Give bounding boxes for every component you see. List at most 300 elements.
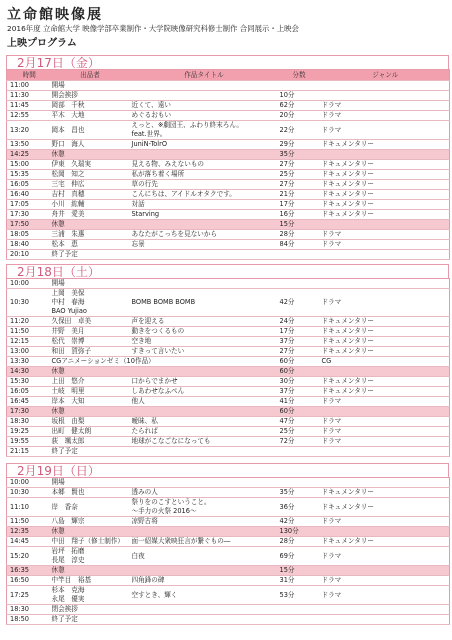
work-title-cell [129, 517, 277, 527]
genre-cell [319, 407, 450, 417]
table-row [7, 121, 450, 140]
work-title-cell [129, 586, 277, 605]
work-title: 見える物、みえないもの [131, 160, 205, 168]
table-row [7, 615, 450, 625]
work-title: 近くて、遠い [131, 101, 171, 109]
presenter-name: 上田 悠介 [51, 377, 85, 385]
genre-cell: ドキュメンタリー [319, 210, 450, 220]
day-section [6, 55, 449, 260]
time-cell: 13:20 [7, 121, 49, 140]
presenter-name: 休憩 [51, 407, 65, 415]
table-row [7, 91, 450, 101]
table-row [7, 488, 450, 498]
presenter-cell [49, 170, 129, 180]
table-row [7, 101, 450, 111]
time-cell: 19:55 [7, 437, 49, 447]
work-title-cell [129, 527, 277, 537]
presenter-cell [49, 357, 155, 367]
time-cell: 18:30 [7, 417, 49, 427]
duration-cell: 42分 [277, 517, 319, 527]
page-subtitle: 2016年度 立命館大学 映像学部卒業制作・大学院映像研究科修士制作 合同展示・上映会 [7, 24, 299, 33]
duration-cell: 16分 [277, 210, 319, 220]
time-cell: 18:50 [7, 615, 49, 625]
duration-cell: 130分 [277, 527, 319, 537]
time-cell: 17:25 [7, 586, 49, 605]
work-title-cell [129, 220, 277, 230]
presenter-name: 野口 海人 [51, 140, 85, 148]
column-header: 出品者 [49, 70, 129, 81]
schedule-table [6, 278, 450, 457]
genre-cell: ドラマ [319, 576, 450, 586]
time-cell: 10:30 [7, 488, 49, 498]
time-cell: 15:00 [7, 160, 49, 170]
presenter-cell [49, 150, 129, 160]
time-cell: 20:10 [7, 250, 49, 260]
work-title-cell [129, 397, 277, 407]
presenter-cell [49, 586, 129, 605]
table-row [7, 150, 450, 160]
genre-cell: ドキュメンタリー [319, 347, 450, 357]
work-title-cell [129, 417, 277, 427]
time-cell: 16:05 [7, 180, 49, 190]
presenter-cell [49, 250, 129, 260]
work-title-cell [129, 337, 277, 347]
table-row [7, 537, 450, 547]
time-cell: 11:20 [7, 317, 49, 327]
work-title: えっと、※劇団王、ふわり終末ろん。 [131, 121, 243, 129]
work-title: 口からでまかせ [131, 377, 178, 385]
genre-cell: ドキュメンタリー [319, 160, 450, 170]
work-title: 忘景 [131, 240, 145, 248]
duration-cell: 35分 [277, 150, 319, 160]
genre-cell: ドラマ [319, 547, 450, 566]
genre-cell [319, 447, 450, 457]
time-cell: 15:30 [7, 377, 49, 387]
table-row [7, 397, 450, 407]
presenter-name: 小川 紘輔 [51, 200, 85, 208]
work-title-cell [129, 367, 277, 377]
duration-cell [277, 81, 319, 91]
genre-cell [319, 566, 450, 576]
duration-cell: 72分 [277, 437, 319, 447]
duration-cell: 37分 [277, 387, 319, 397]
presenter-name: 本郷 賢也 [51, 488, 85, 496]
duration-cell: 60分 [277, 367, 319, 377]
presenter-name: 三浦 朱惠 [51, 230, 85, 238]
duration-cell: 17分 [277, 200, 319, 210]
work-title-cell [129, 140, 277, 150]
duration-cell [277, 447, 319, 457]
table-header-row [7, 70, 450, 81]
day-section [6, 264, 449, 457]
presenter-cell [49, 547, 129, 566]
presenter-cell [49, 387, 129, 397]
presenter-name: 出町 健太朗 [51, 427, 92, 435]
duration-cell: 25分 [277, 427, 319, 437]
presenter-name: 岡部 千秋 [51, 101, 85, 109]
time-cell: 10:00 [7, 478, 49, 488]
genre-cell: ドキュメンタリー [319, 200, 450, 210]
time-cell: 16:40 [7, 190, 49, 200]
duration-cell: 35分 [277, 488, 319, 498]
presenter-cell [49, 488, 129, 498]
presenter-cell [49, 417, 129, 427]
genre-cell [319, 250, 450, 260]
presenter-cell [49, 160, 129, 170]
duration-cell: 10分 [277, 91, 319, 101]
table-row [7, 407, 450, 417]
table-row [7, 289, 450, 317]
genre-cell [319, 367, 450, 377]
duration-cell: 27分 [277, 180, 319, 190]
work-title-cell [129, 240, 277, 250]
table-row [7, 437, 450, 447]
duration-cell: 69分 [277, 547, 319, 566]
duration-cell [277, 478, 319, 488]
presenter-cell [49, 537, 129, 547]
duration-cell: 27分 [277, 160, 319, 170]
table-row [7, 160, 450, 170]
presenter-cell [49, 605, 129, 615]
genre-cell: CG [319, 357, 450, 367]
presenter-cell [49, 347, 129, 357]
program-label: 上映プログラム [7, 38, 77, 49]
table-row [7, 586, 450, 605]
presenter-name: 開場 [51, 81, 65, 89]
genre-cell: ドラマ [319, 437, 450, 447]
duration-cell [277, 279, 319, 289]
genre-cell: ドラマ [319, 427, 450, 437]
presenter-name: 休憩 [51, 527, 65, 535]
time-cell: 11:00 [7, 81, 49, 91]
column-header: 時間 [7, 70, 49, 81]
column-header: ジャンル [319, 70, 450, 81]
day-section [6, 463, 449, 625]
work-title-cell [129, 615, 277, 625]
work-title: 声を迎える [131, 317, 165, 325]
presenter-name: 終了予定 [51, 250, 78, 258]
work-title-cell [129, 427, 277, 437]
time-cell: 18:30 [7, 605, 49, 615]
duration-cell: 22分 [277, 121, 319, 140]
genre-cell [319, 615, 450, 625]
work-title: 曖昧、私 [131, 417, 158, 425]
time-cell: 11:30 [7, 91, 49, 101]
work-title-cell [129, 347, 277, 357]
work-title-cell [129, 101, 277, 111]
table-row [7, 250, 450, 260]
work-title: 空き地 [131, 337, 152, 345]
presenter-cell [49, 91, 129, 101]
table-row [7, 317, 450, 327]
genre-cell: ドラマ [319, 230, 450, 240]
work-title-cell [129, 498, 277, 517]
duration-cell: 20分 [277, 111, 319, 121]
presenter-cell [49, 200, 129, 210]
presenter-name: 中田 翔子（修士制作） [51, 537, 125, 545]
genre-cell: ドラマ [319, 289, 450, 317]
time-cell: 17:30 [7, 407, 49, 417]
table-row [7, 327, 450, 337]
work-title-cell [129, 170, 277, 180]
time-cell: 16:35 [7, 566, 49, 576]
work-title: すきって言いたい [131, 347, 185, 355]
table-row [7, 220, 450, 230]
presenter-cell [49, 397, 129, 407]
presenter-cell [49, 190, 129, 200]
duration-cell: 31分 [277, 576, 319, 586]
work-title-cell [129, 160, 277, 170]
column-header: 作品タイトル [129, 70, 277, 81]
duration-cell: 29分 [277, 140, 319, 150]
genre-cell [319, 81, 450, 91]
presenter-cell [49, 230, 129, 240]
work-title-cell [129, 317, 277, 327]
presenter-cell [49, 240, 129, 250]
presenter-cell [49, 111, 129, 121]
time-cell: 14:30 [7, 367, 49, 377]
work-title: 私が落ち着く場所 [131, 170, 185, 178]
duration-cell: 17分 [277, 327, 319, 337]
table-row [7, 367, 450, 377]
presenter-cell [49, 576, 129, 586]
genre-cell: ドキュメンタリー [319, 140, 450, 150]
presenter-name: 岡本 昌也 [51, 125, 85, 134]
work-title: ～手力の火祭 2016～ [131, 507, 197, 515]
presenter-cell [49, 377, 129, 387]
table-row [7, 140, 450, 150]
presenter-cell [49, 121, 129, 140]
work-title: 面一紹媒大衆映狂言が繋ぐもの― [131, 537, 231, 545]
presenter-name: 松代 崇博 [51, 337, 85, 345]
table-row [7, 576, 450, 586]
schedule-table [6, 69, 450, 260]
duration-cell [277, 250, 319, 260]
time-cell: 11:10 [7, 498, 49, 517]
genre-cell: ドラマ [319, 397, 450, 407]
work-title-cell [129, 537, 277, 547]
time-cell: 10:00 [7, 279, 49, 289]
work-title-cell [129, 488, 277, 498]
presenter-cell [49, 566, 129, 576]
genre-cell: ドラマ [319, 517, 450, 527]
work-title-cell [129, 111, 277, 121]
work-title: 他人 [131, 397, 145, 405]
work-title: こんにちは、アイドルオタクです。 [131, 190, 236, 198]
presenter-name: 久保田 卓美 [51, 317, 92, 325]
genre-cell: ドラマ [319, 111, 450, 121]
duration-cell: 42分 [277, 289, 319, 317]
table-row [7, 240, 450, 250]
duration-cell: 27分 [277, 347, 319, 357]
day-heading: 2月19日（日） [6, 463, 449, 477]
table-row [7, 447, 450, 457]
genre-cell: ドキュメンタリー [319, 170, 450, 180]
presenter-name: 休憩 [51, 220, 65, 228]
table-row [7, 498, 450, 517]
duration-cell: 84分 [277, 240, 319, 250]
duration-cell: 21分 [277, 190, 319, 200]
time-cell: 13:30 [7, 357, 49, 367]
column-header: 分数 [277, 70, 319, 81]
presenter-cell [49, 407, 129, 417]
time-cell: 12:35 [7, 527, 49, 537]
duration-cell: 60分 [277, 407, 319, 417]
duration-cell: 53分 [277, 586, 319, 605]
presenter-name: 坂根 由梨 [51, 417, 85, 425]
presenter-cell [49, 615, 129, 625]
genre-cell: ドラマ [319, 101, 450, 111]
work-title: たられば [131, 427, 158, 435]
presenter-cell [49, 527, 129, 537]
presenter-cell [49, 180, 129, 190]
work-title-cell [129, 407, 277, 417]
time-cell: 18:05 [7, 230, 49, 240]
presenter-cell [49, 210, 129, 220]
table-row [7, 527, 450, 537]
work-title-cell [129, 250, 277, 260]
duration-cell: 28分 [277, 537, 319, 547]
presenter-name: 開場 [51, 279, 65, 287]
work-title: 凉野古将 [131, 517, 158, 525]
presenter-name: 岸 香奈 [51, 502, 78, 511]
table-row [7, 170, 450, 180]
work-title-cell [129, 447, 277, 457]
work-title: 対話 [131, 200, 145, 208]
genre-cell: ドキュメンタリー [319, 337, 450, 347]
time-cell: 10:30 [7, 289, 49, 317]
time-cell: 15:35 [7, 170, 49, 180]
work-title-cell [129, 605, 277, 615]
duration-cell: 25分 [277, 170, 319, 180]
work-title: 地球がこなごなになっても [131, 437, 211, 445]
presenter-name: 岸本 大知 [51, 397, 85, 405]
presenter-name: 伊東 久瑞実 [51, 160, 92, 168]
work-title-cell [129, 91, 277, 101]
time-cell: 16:50 [7, 576, 49, 586]
time-cell: 14:25 [7, 150, 49, 160]
presenter-name: 三宅 伸広 [51, 180, 85, 188]
presenter-name: 杉本 克海 [51, 586, 85, 594]
presenter-cell [49, 447, 129, 457]
table-row [7, 111, 450, 121]
time-cell: 12:55 [7, 111, 49, 121]
work-title: 動きをつくるもの [131, 327, 185, 335]
presenter-cell [49, 317, 129, 327]
duration-cell: 28分 [277, 230, 319, 240]
time-cell: 17:50 [7, 220, 49, 230]
table-row [7, 566, 450, 576]
presenter-cell [49, 437, 129, 447]
presenter-name: 平木 大地 [51, 111, 85, 119]
genre-cell: ドキュメンタリー [319, 327, 450, 337]
time-cell: 19:25 [7, 427, 49, 437]
work-title-cell [129, 377, 277, 387]
time-cell: 17:30 [7, 210, 49, 220]
table-row [7, 417, 450, 427]
genre-cell: ドキュメンタリー [319, 498, 450, 517]
time-cell: 11:50 [7, 327, 49, 337]
genre-cell [319, 220, 450, 230]
presenter-name: 休憩 [51, 367, 65, 375]
work-title-cell [129, 547, 277, 566]
table-row [7, 517, 450, 527]
genre-cell: ドキュメンタリー [319, 317, 450, 327]
presenter-name: 終了予定 [51, 447, 78, 455]
time-cell: 16:05 [7, 387, 49, 397]
duration-cell: 30分 [277, 377, 319, 387]
genre-cell: ドキュメンタリー [319, 387, 450, 397]
work-title: 草の行先 [131, 180, 158, 188]
presenter-name: 和田 賀弥子 [51, 347, 92, 355]
table-row [7, 427, 450, 437]
presenter-name: 終了予定 [51, 615, 78, 623]
genre-cell [319, 91, 450, 101]
presenter-name: 休憩 [51, 150, 65, 158]
genre-cell: ドキュメンタリー [319, 190, 450, 200]
table-row [7, 279, 450, 289]
presenter-cell [49, 81, 129, 91]
time-cell: 14:45 [7, 537, 49, 547]
duration-cell [277, 605, 319, 615]
duration-cell: 36分 [277, 498, 319, 517]
presenter-name: 休憩 [51, 566, 65, 574]
time-cell: 18:40 [7, 240, 49, 250]
presenter-cell [49, 498, 129, 517]
presenter-cell [49, 427, 129, 437]
work-title: めぐるおもい [131, 111, 172, 119]
work-title-cell [129, 190, 277, 200]
table-row [7, 200, 450, 210]
duration-cell: 37分 [277, 337, 319, 347]
presenter-name: 八島 輝宗 [51, 517, 85, 525]
duration-cell: 15分 [277, 220, 319, 230]
genre-cell: ドキュメンタリー [319, 180, 450, 190]
duration-cell: 15分 [277, 566, 319, 576]
work-title-cell [129, 437, 277, 447]
work-title: 白夜 [131, 551, 145, 560]
presenter-name: 井野 美月 [51, 327, 85, 335]
presenter-name: 永尾 優実 [51, 595, 85, 603]
work-title: 四角鋒の碑 [131, 576, 165, 584]
presenter-name: BAO Yujiao [51, 307, 87, 315]
genre-cell [319, 150, 450, 160]
work-title-cell [129, 210, 277, 220]
duration-cell: 60分 [277, 357, 319, 367]
duration-cell: 24分 [277, 317, 319, 327]
presenter-name: 松本 恵 [51, 240, 78, 248]
table-row [7, 347, 450, 357]
table-row [7, 180, 450, 190]
presenter-cell [49, 289, 129, 317]
day-heading: 2月18日（土） [6, 264, 449, 278]
presenter-name: 開場 [51, 478, 65, 486]
table-row [7, 478, 450, 488]
time-cell: 11:50 [7, 517, 49, 527]
table-row [7, 190, 450, 200]
time-cell: 15:20 [7, 547, 49, 566]
work-title-cell [129, 81, 277, 91]
work-title-cell [129, 327, 277, 337]
presenter-name: 岩坪 拓磨 [51, 547, 85, 555]
presenter-cell [49, 367, 129, 377]
presenter-name: 松岡 知之 [51, 170, 85, 178]
work-title: しあわせなふぺん [131, 387, 185, 395]
work-title-cell [129, 279, 277, 289]
work-title-cell [129, 121, 277, 140]
genre-cell: ドキュメンタリー [319, 488, 450, 498]
genre-cell: ドキュメンタリー [319, 537, 450, 547]
